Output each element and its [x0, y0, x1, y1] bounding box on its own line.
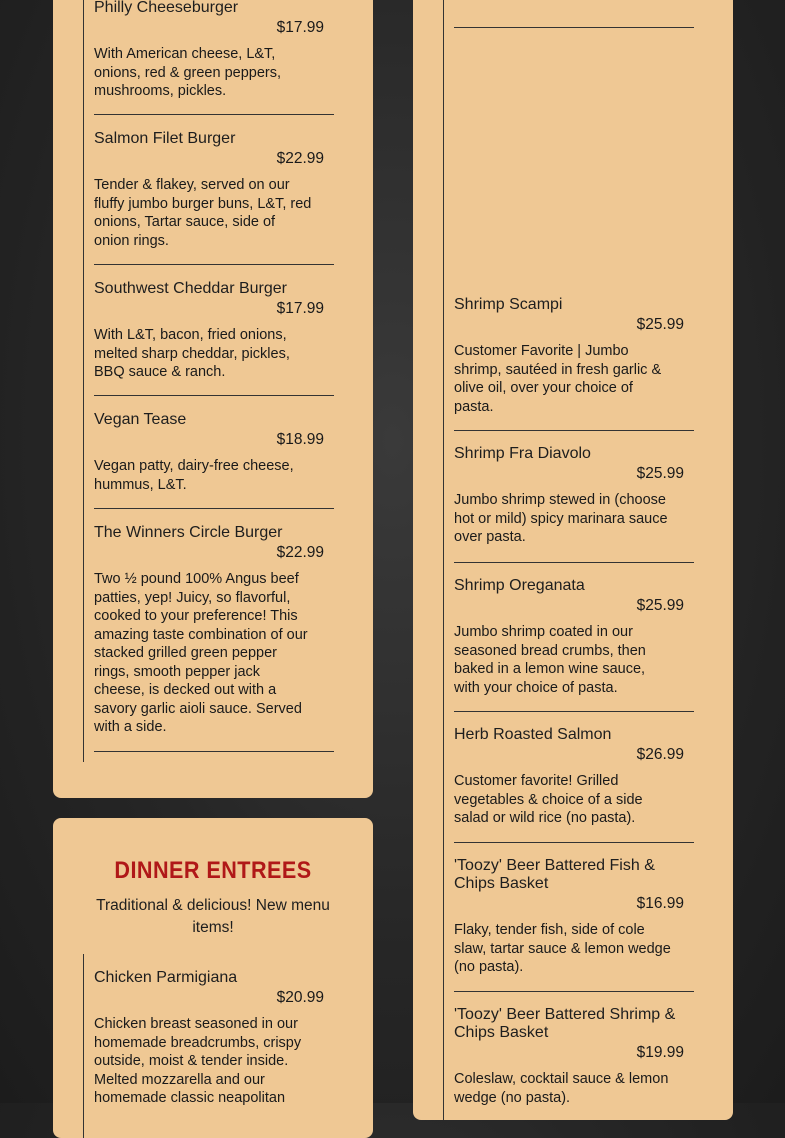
item-divider [94, 114, 334, 115]
menu-divider-rail [83, 954, 84, 1138]
item-price: $20.99 [276, 989, 324, 1006]
item-divider [94, 508, 334, 509]
item-name: Herb Roasted Salmon [454, 726, 612, 743]
item-description [454, 0, 694, 2]
item-divider [454, 430, 694, 431]
item-divider [454, 27, 694, 28]
menu-item[interactable] [94, 969, 334, 1108]
item-divider [454, 711, 694, 712]
menu-divider-rail [443, 0, 444, 1120]
item-description: Coleslaw, cocktail sauce & lemon wedge (no pasta). [454, 1071, 669, 1106]
item-name: 'Toozy' Beer Battered Fish & Chips Basket [454, 857, 655, 892]
item-price: $25.99 [636, 597, 684, 614]
item-name: Shrimp Scampi [454, 296, 563, 313]
item-description: Vegan patty, dairy-free cheese, hummus, L&T. [94, 458, 294, 493]
menu-card-burgers [53, 0, 373, 798]
item-price: $18.99 [276, 431, 324, 448]
item-description: Customer favorite! Grilled vegetables & choice of a side salad or wild rice (no pasta). [454, 773, 643, 826]
menu-item[interactable] [94, 524, 334, 737]
item-description: Flaky, tender fish, side of cole slaw, tartar sauce & lemon wedge (no pasta). [454, 922, 671, 975]
item-divider [94, 395, 334, 396]
menu-item[interactable] [454, 577, 694, 697]
item-divider [94, 751, 334, 752]
item-divider [94, 264, 334, 265]
item-name: Shrimp Oreganata [454, 577, 585, 594]
item-price: $16.99 [636, 895, 684, 912]
menu-item[interactable] [94, 0, 334, 101]
menu-item[interactable] [454, 857, 694, 977]
item-description: Tender & flakey, served on our fluffy jumbo burger buns, L&T, red onions, Tartar sauce, side of onion rings. [94, 177, 312, 249]
item-price: $22.99 [276, 544, 324, 561]
item-name: Salmon Filet Burger [94, 130, 236, 147]
item-description: Chicken breast seasoned in our homemade breadcrumbs, crispy outside, moist & tender inside. Melted mozzarella and our homemade classic neapolitan [94, 1016, 302, 1106]
item-name: Chicken Parmigiana [94, 969, 238, 986]
menu-item[interactable] [94, 130, 334, 250]
item-price: $17.99 [276, 19, 324, 36]
item-price: $19.99 [636, 1044, 684, 1061]
item-description: With L&T, bacon, fried onions, melted sharp cheddar, pickles, BBQ sauce & ranch. [94, 327, 290, 380]
item-price: $25.99 [636, 316, 684, 333]
menu-card-dinner-entrees [53, 818, 373, 1138]
item-description: Two ½ pound 100% Angus beef patties, yep! Juicy, so flavorful, cooked to your preference! This amazing taste combination of our stacked grilled green pepper rings, smooth pepper jack cheese, is decked out with a savory garlic aioli sauce. Served with a side. [94, 571, 308, 735]
item-divider [454, 842, 694, 843]
menu-card-seafood [413, 0, 733, 1120]
section-subtitle: Traditional & delicious! New menu items! [96, 897, 330, 936]
item-name: Philly Cheeseburger [94, 0, 239, 16]
item-price: $26.99 [636, 746, 684, 763]
item-description: Jumbo shrimp coated in our seasoned bread crumbs, then baked in a lemon wine sauce, with your choice of pasta. [454, 624, 646, 696]
item-divider [454, 991, 694, 992]
item-price: $22.99 [276, 150, 324, 167]
menu-item[interactable] [454, 296, 694, 416]
item-price: $25.99 [636, 465, 684, 482]
item-name: Vegan Tease [94, 411, 187, 428]
menu-item[interactable] [94, 411, 334, 494]
item-name: Southwest Cheddar Burger [94, 280, 287, 297]
section-title: DINNER ENTREES [114, 857, 312, 884]
item-name: 'Toozy' Beer Battered Shrimp & Chips Basket [454, 1006, 676, 1041]
item-description: Customer Favorite | Jumbo shrimp, sautéed in fresh garlic & olive oil, over your choice of pasta. [454, 343, 662, 415]
menu-item[interactable] [454, 445, 694, 547]
item-description: With American cheese, L&T, onions, red & green peppers, mushrooms, pickles. [94, 46, 282, 99]
menu-item[interactable] [454, 1006, 694, 1107]
item-name: The Winners Circle Burger [94, 524, 283, 541]
menu-divider-rail [83, 0, 84, 762]
item-divider [454, 562, 694, 563]
menu-item[interactable] [454, 726, 694, 828]
item-price: $17.99 [276, 300, 324, 317]
item-description: Jumbo shrimp stewed in (choose hot or mild) spicy marinara sauce over pasta. [454, 492, 668, 545]
item-name: Shrimp Fra Diavolo [454, 445, 591, 462]
menu-item[interactable] [94, 280, 334, 382]
